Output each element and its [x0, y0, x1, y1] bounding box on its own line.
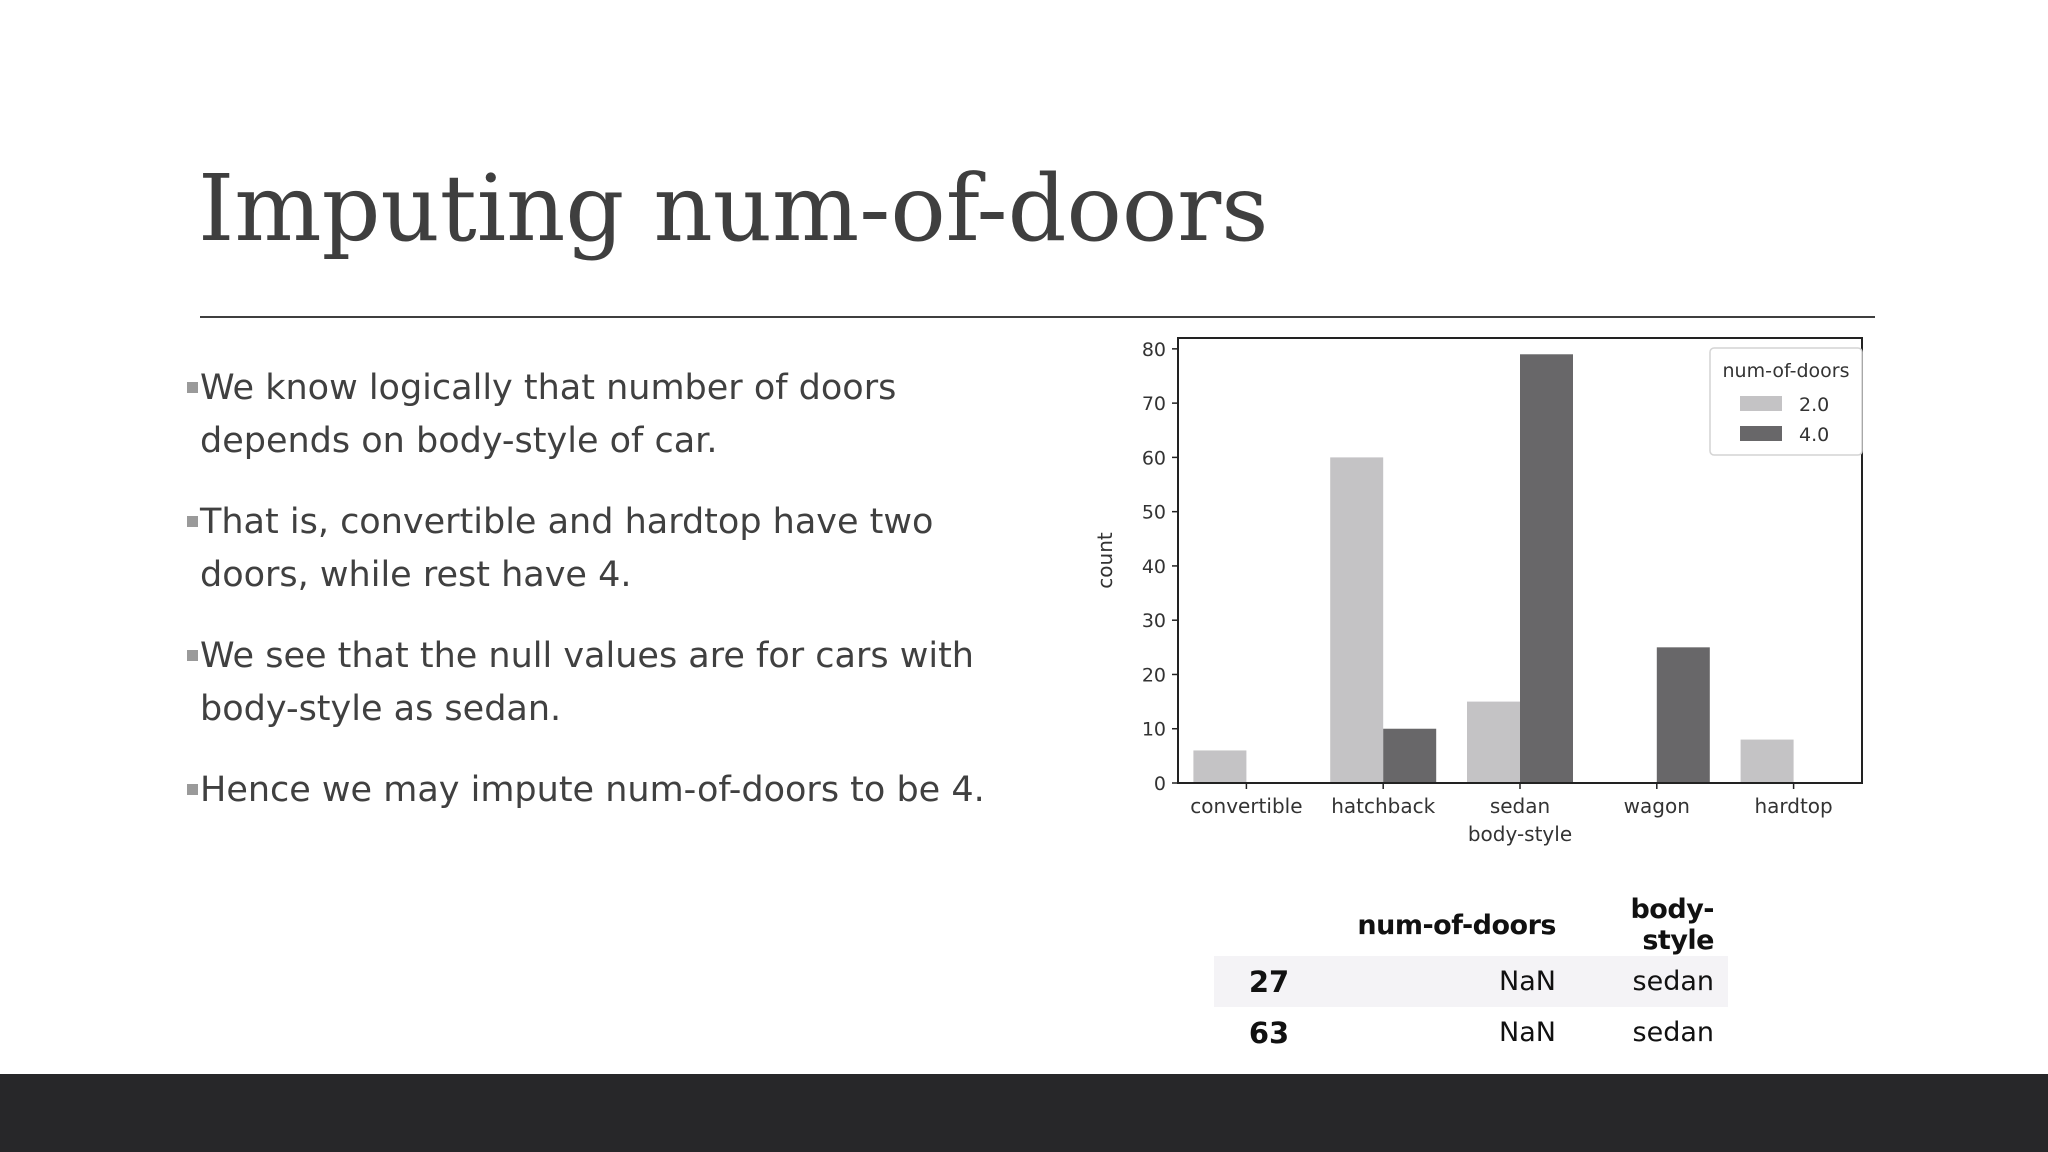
bullet-line: That is, convertible and hardtop have two — [200, 502, 934, 542]
bar — [1657, 647, 1710, 783]
title-divider — [200, 316, 1875, 318]
y-tick-label: 30 — [1141, 610, 1166, 633]
x-tick-label: hardtop — [1754, 794, 1833, 818]
x-tick-label: convertible — [1190, 794, 1303, 818]
footer-bar — [0, 1074, 2048, 1152]
bar-chart — [1090, 330, 1880, 860]
x-tick-label: hatchback — [1331, 794, 1436, 818]
cell-body-style: sedan — [1632, 1017, 1714, 1048]
bullet-line: doors, while rest have 4. — [200, 555, 632, 595]
row-index: 27 — [1248, 964, 1290, 999]
y-tick-label: 80 — [1141, 338, 1166, 361]
slide-title: Imputing num-of-doors — [198, 155, 1269, 262]
y-tick-label: 70 — [1141, 393, 1166, 416]
bullet-item — [184, 362, 1034, 468]
x-tick-label: sedan — [1489, 794, 1551, 818]
bar — [1741, 740, 1794, 783]
cell-num-of-doors: NaN — [1499, 1017, 1556, 1048]
table-header-num-of-doors: num-of-doors — [1357, 909, 1556, 941]
table-header-index — [1214, 894, 1324, 956]
y-axis-label: count — [1093, 532, 1117, 589]
y-tick-label: 60 — [1141, 447, 1166, 470]
bullet-line: We see that the null values are for cars with — [200, 636, 974, 676]
y-tick-label: 10 — [1141, 718, 1166, 741]
y-tick-label: 0 — [1153, 773, 1166, 795]
row-index: 63 — [1248, 1015, 1290, 1050]
bullet-line: Hence we may impute num-of-doors to be 4. — [200, 770, 985, 810]
bar — [1330, 457, 1383, 783]
table-header-body-style: body-style — [1630, 894, 1714, 956]
bar — [1193, 750, 1246, 783]
table-row — [1214, 956, 1728, 1007]
dataframe-table — [1214, 894, 1728, 1058]
x-axis-label: body-style — [1467, 822, 1573, 846]
bullet-line: body-style as sedan. — [200, 689, 562, 729]
legend-swatch — [1740, 396, 1782, 411]
legend-swatch — [1740, 426, 1782, 441]
cell-num-of-doors: NaN — [1499, 966, 1556, 997]
x-tick-label: wagon — [1623, 794, 1690, 818]
legend-label: 2.0 — [1799, 394, 1830, 416]
bullet-item — [184, 496, 1034, 602]
y-tick-label: 20 — [1141, 664, 1166, 687]
bullet-list — [184, 362, 1034, 845]
table-header-row — [1214, 894, 1728, 956]
legend-title: num-of-doors — [1722, 360, 1850, 382]
cell-body-style: sedan — [1632, 966, 1714, 997]
legend-label: 4.0 — [1799, 424, 1830, 446]
bullet-item — [184, 630, 1034, 736]
bullet-line: We know logically that number of doors — [200, 368, 897, 408]
y-tick-label: 50 — [1141, 501, 1166, 524]
bullet-item — [184, 764, 1034, 817]
bar — [1383, 729, 1436, 783]
bullet-line: depends on body-style of car. — [200, 421, 718, 461]
bar — [1520, 354, 1573, 783]
bar — [1467, 702, 1520, 783]
table-row — [1214, 1007, 1728, 1058]
y-tick-label: 40 — [1141, 555, 1166, 578]
bar-chart-svg — [1090, 330, 1880, 860]
